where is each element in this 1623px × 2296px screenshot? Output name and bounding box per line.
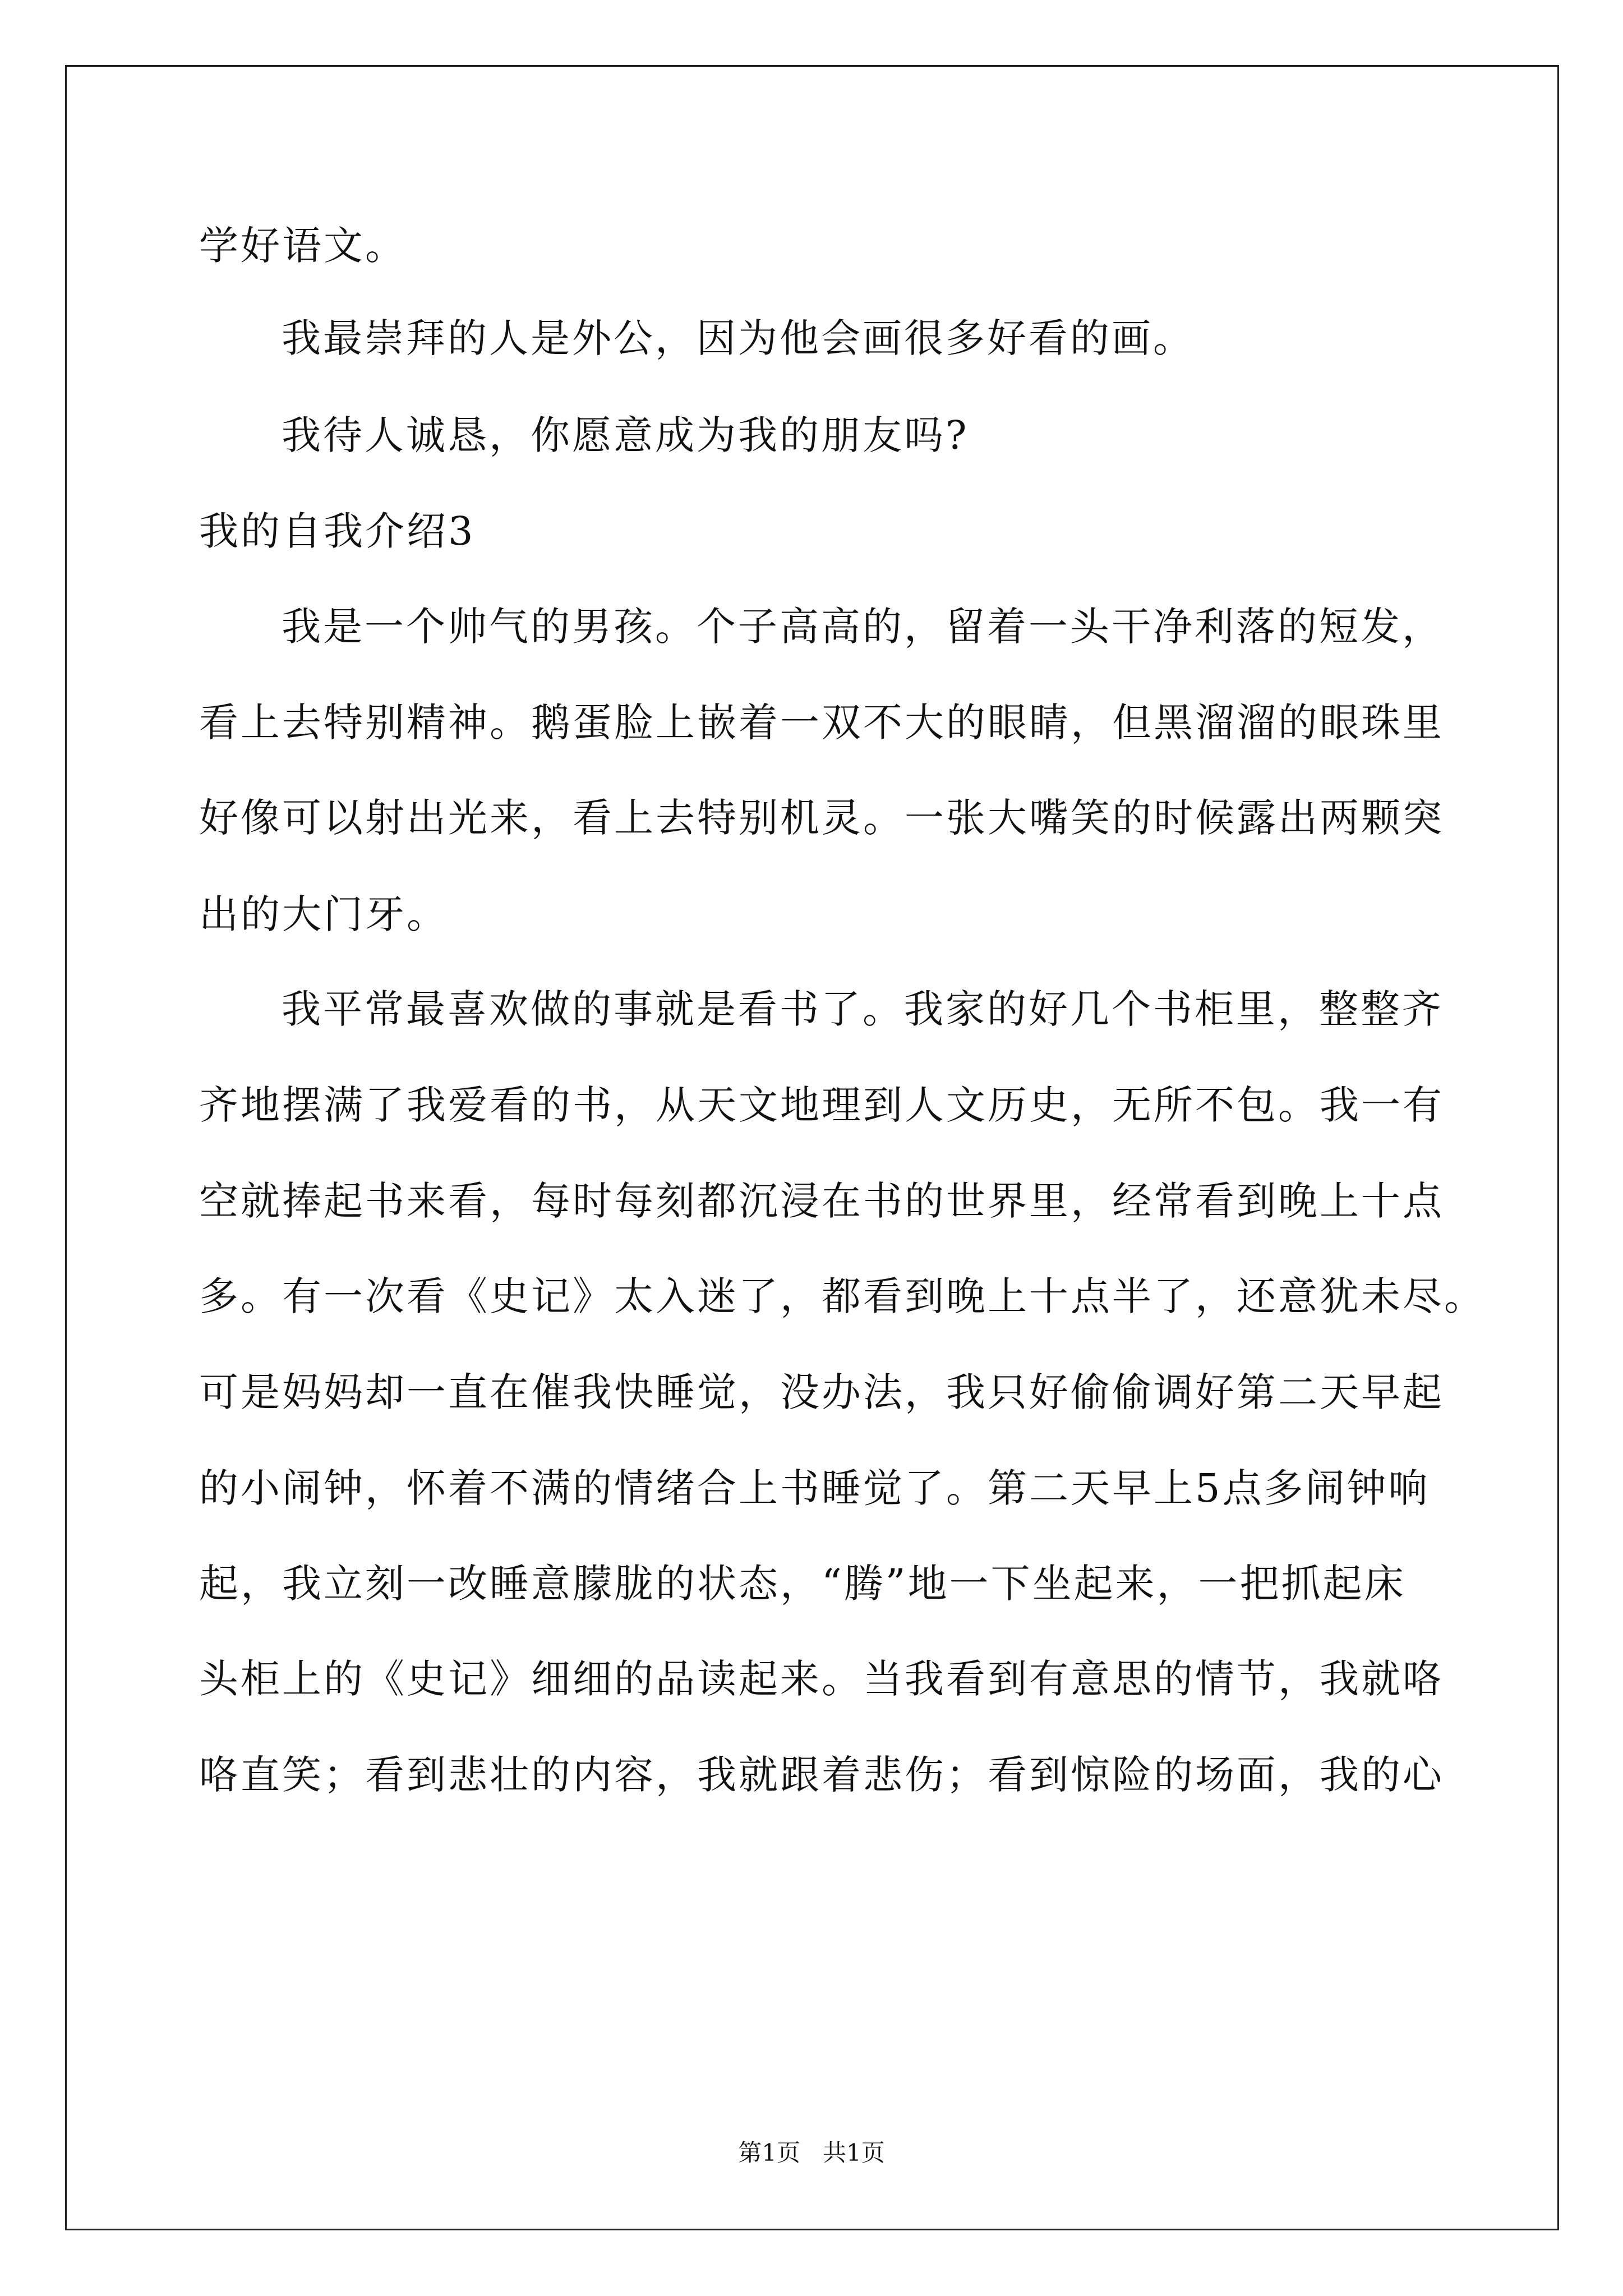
text-line: 学好语文。 [199, 223, 407, 269]
text-line: 起，我立刻一改睡意朦胧的状态，“腾”地一下坐起来，一把抓起床 [199, 1561, 1406, 1607]
paragraph-line: 我是一个帅气的男孩。个子高高的，留着一头干净利落的短发， [282, 604, 1444, 650]
text-line: 头柜上的《史记》细细的品读起来。当我看到有意思的情节，我就咯 [199, 1656, 1444, 1702]
page-border [65, 65, 1559, 2230]
text-line: 齐地摆满了我爱看的书，从天文地理到人文历史，无所不包。我一有 [199, 1082, 1444, 1128]
text-line: 咯直笑；看到悲壮的内容，我就跟着悲伤；看到惊险的场面，我的心 [199, 1752, 1444, 1798]
text-line: 的小闹钟，怀着不满的情绪合上书睡觉了。第二天早上5点多闹钟响 [199, 1465, 1430, 1511]
paragraph-line: 我待人诚恳，你愿意成为我的朋友吗? [282, 412, 969, 458]
paragraph-line: 我最崇拜的人是外公，因为他会画很多好看的画。 [282, 315, 1195, 361]
paragraph-line: 我平常最喜欢做的事就是看书了。我家的好几个书柜里，整整齐 [282, 986, 1444, 1032]
text-line: 多。有一次看《史记》太入迷了，都看到晚上十点半了，还意犹未尽。 [199, 1273, 1486, 1319]
text-line: 可是妈妈却一直在催我快睡觉，没办法，我只好偷偷调好第二天早起 [199, 1369, 1444, 1415]
text-line: 出的大门牙。 [199, 891, 448, 937]
text-line: 好像可以射出光来，看上去特别机灵。一张大嘴笑的时候露出两颗突 [199, 795, 1444, 841]
page-number-footer: 第1页 共1页 [738, 2139, 885, 2166]
section-heading: 我的自我介绍3 [199, 508, 476, 554]
text-line: 空就捧起书来看，每时每刻都沉浸在书的世界里，经常看到晚上十点 [199, 1178, 1444, 1224]
text-line: 看上去特别精神。鹅蛋脸上嵌着一双不大的眼睛，但黑溜溜的眼珠里 [199, 700, 1444, 746]
